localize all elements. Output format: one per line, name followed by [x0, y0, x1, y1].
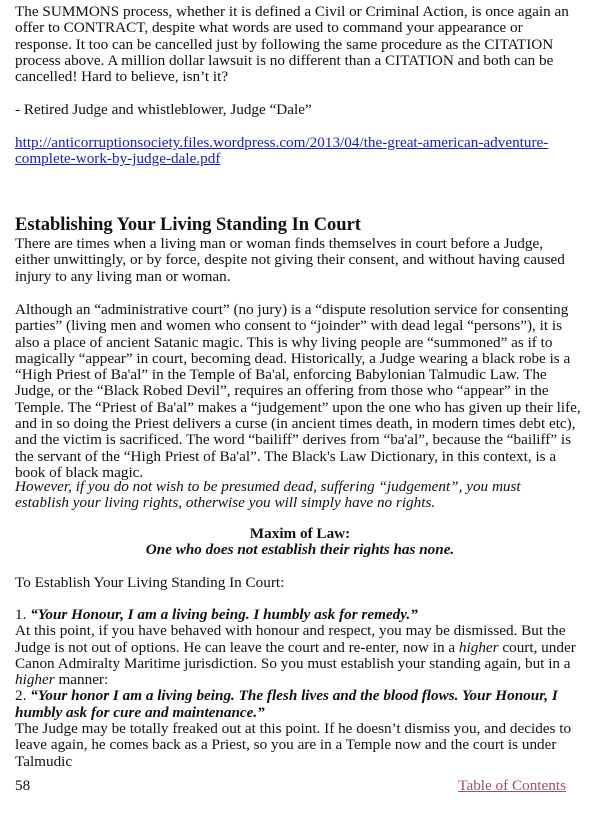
- attribution: - Retired Judge and whistleblower, Judge “Dale”: [15, 101, 312, 118]
- maxim-text: One who does not establish their rights has none.: [145, 541, 455, 559]
- step-item: [15, 688, 585, 721]
- step-number: 2.: [15, 687, 27, 705]
- paragraph-intro: There are times when a living man or woman finds themselves in court before a Judge, either unwittingly, or by force, despite not giving their consent, and without having caused injury to any living man or woman.: [15, 235, 565, 285]
- steps-list: [15, 607, 585, 770]
- maxim-title: Maxim of Law:: [249, 525, 351, 542]
- step-number: 1.: [15, 606, 27, 623]
- emphasis-higher: higher: [15, 671, 55, 689]
- steps-intro: To Establish Your Living Standing In Court:: [15, 574, 285, 591]
- maxim-block: [15, 526, 585, 559]
- step-body-text: manner:: [54, 671, 109, 689]
- paragraph-however: However, if you do not wish to be presumed dead, suffering “judgement”, you must establish your living rights, otherwise you will simply have no rights.: [15, 478, 521, 512]
- page-number: 58: [15, 777, 31, 794]
- step-body-text: At this point, if you have behaved with honour and respect, you may be dismissed. But the Judge is not out of options. He can leave the court and re-enter, now in a: [15, 622, 566, 656]
- paragraph-admin-court: Although an “administrative court” (no jury) is a “dispute resolution service for consenting parties” (living men and women who consent to “joinder” with dead legal “persons”), it is also a place of ancient Satanic magic. This is why living people are “summoned” as if to magically “appear” in court, becoming dead. Historically, a Judge wearing a black robe is a “High Priest of Ba'al” in the Temple of Ba'al, enforcing Babylonian Talmudic Law. The Judge, or the “Black Robed Devil”, requires an offering from those who “appear” in the Temple. The “Priest of Ba'al” makes a “judgement” upon the one who has given up their life, and in so doing the Priest delivers a curse (in ancient times death, in modern times debt etc), and the victim is sacrificed. The word “bailiff” derives from “ba'al”, because the “bailiff” is the servant of the “High Priest of Ba'al”. The Black's Law Dictionary, in this context, is a book of black magic.: [15, 301, 581, 481]
- paragraph-summons: The SUMMONS process, whether it is defined a Civil or Criminal Action, is once again an offer to CONTRACT, despite what words are used to command your appearance or response. It too can be cancelled just by following the same procedure as the CITATION process above. A million dollar lawsuit is no different than a CITATION and both can be cancelled! Hard to believe, isn’t it?: [15, 3, 569, 86]
- emphasis-higher: higher: [458, 638, 499, 656]
- step-quote: “Your Honour, I am a living being. I humbly ask for remedy.”: [30, 606, 418, 623]
- step-body: [15, 623, 585, 688]
- step-body: The Judge may be totally freaked out at this point. If he doesn’t dismiss you, and decides to leave again, he comes back as a Priest, so you are in a Temple now and the court is under Talmudic: [15, 720, 572, 770]
- step-body-text: court, under Canon Admiralty Maritime jurisdiction. So you must establish your standing again, but in a: [15, 638, 576, 672]
- table-of-contents-link[interactable]: Table of Contents: [458, 777, 566, 794]
- step-quote: “Your honor I am a living being. The flesh lives and the blood flows. Your Honour, I humbly ask for cure and maintenance.”: [15, 687, 558, 721]
- source-link[interactable]: http://anticorruptionsociety.files.wordpress.com/2013/04/the-great-american-adventure-complete-work-by-judge-dale.pdf: [15, 134, 549, 168]
- step-item: [15, 607, 585, 623]
- section-heading: Establishing Your Living Standing In Court: [15, 215, 361, 236]
